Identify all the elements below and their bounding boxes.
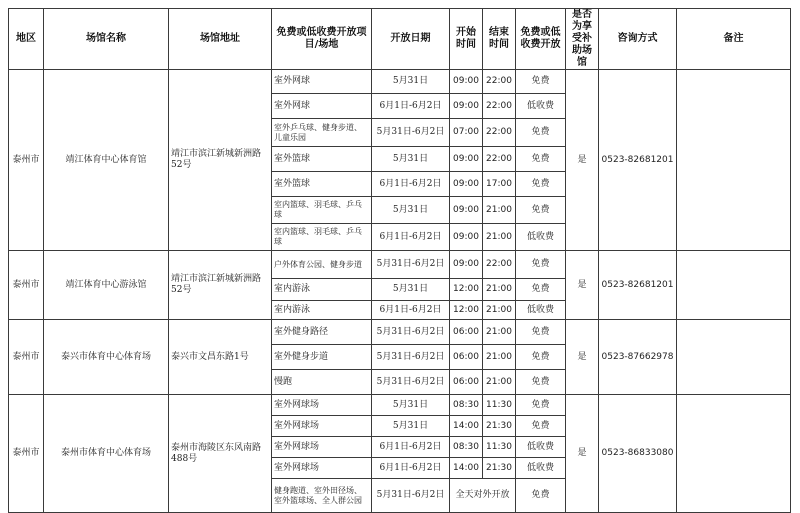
fee-cell: 低收费 [516, 301, 566, 320]
item-cell: 室外篮球 [272, 147, 372, 172]
address-cell: 泰兴市文昌东路1号 [169, 320, 272, 395]
subsidy-cell: 是 [566, 320, 599, 395]
header-date: 开放日期 [372, 9, 450, 70]
region-cell: 泰州市 [9, 320, 44, 395]
end-cell: 21:30 [483, 416, 516, 437]
end-cell: 22:00 [483, 70, 516, 94]
note-cell [677, 395, 791, 513]
start-cell: 09:00 [450, 94, 483, 119]
fee-cell: 免费 [516, 251, 566, 279]
fee-cell: 免费 [516, 416, 566, 437]
end-cell: 21:00 [483, 345, 516, 370]
date-cell: 5月31日-6月2日 [372, 370, 450, 395]
header-row [9, 9, 791, 70]
start-cell: 09:00 [450, 224, 483, 251]
fee-cell: 低收费 [516, 224, 566, 251]
end-cell: 21:00 [483, 301, 516, 320]
header-start: 开始时间 [450, 9, 483, 70]
start-cell: 09:00 [450, 251, 483, 279]
fee-cell: 免费 [516, 320, 566, 345]
end-cell: 22:00 [483, 119, 516, 147]
venue-name-cell: 靖江体育中心体育馆 [44, 70, 169, 251]
note-cell [677, 70, 791, 251]
date-cell: 6月1日-6月2日 [372, 224, 450, 251]
header-subsidy: 是否为享受补助场馆 [566, 9, 599, 70]
table-row [9, 395, 791, 416]
start-cell: 08:30 [450, 437, 483, 458]
item-cell: 室外健身步道 [272, 345, 372, 370]
fee-cell: 免费 [516, 147, 566, 172]
date-cell: 5月31日 [372, 70, 450, 94]
start-cell: 12:00 [450, 279, 483, 301]
date-cell: 5月31日-6月2日 [372, 479, 450, 513]
table-row [9, 251, 791, 279]
date-cell: 5月31日-6月2日 [372, 320, 450, 345]
start-cell: 09:00 [450, 197, 483, 224]
venue-name-cell: 泰州市体育中心体育场 [44, 395, 169, 513]
item-cell: 室外网球 [272, 94, 372, 119]
header-address: 场馆地址 [169, 9, 272, 70]
end-cell: 21:30 [483, 458, 516, 479]
end-cell: 11:30 [483, 437, 516, 458]
header-fee: 免费或低收费开放 [516, 9, 566, 70]
fee-cell: 免费 [516, 119, 566, 147]
start-cell: 06:00 [450, 370, 483, 395]
end-cell: 22:00 [483, 94, 516, 119]
phone-cell: 0523-82681201 [599, 70, 677, 251]
start-cell: 06:00 [450, 320, 483, 345]
date-cell: 6月1日-6月2日 [372, 458, 450, 479]
fee-cell: 低收费 [516, 458, 566, 479]
region-cell: 泰州市 [9, 251, 44, 320]
date-cell: 5月31日 [372, 279, 450, 301]
date-cell: 5月31日 [372, 395, 450, 416]
date-cell: 5月31日-6月2日 [372, 119, 450, 147]
date-cell: 5月31日 [372, 147, 450, 172]
subsidy-cell: 是 [566, 395, 599, 513]
table-row [9, 320, 791, 345]
date-cell: 5月31日 [372, 416, 450, 437]
note-cell [677, 320, 791, 395]
start-cell: 09:00 [450, 172, 483, 197]
phone-cell: 0523-82681201 [599, 251, 677, 320]
start-cell: 06:00 [450, 345, 483, 370]
note-cell [677, 251, 791, 320]
item-cell: 室外网球场 [272, 416, 372, 437]
item-cell: 室内游泳 [272, 301, 372, 320]
date-cell: 6月1日-6月2日 [372, 94, 450, 119]
fee-cell: 免费 [516, 479, 566, 513]
date-cell: 5月31日-6月2日 [372, 345, 450, 370]
header-note: 备注 [677, 9, 791, 70]
end-cell: 21:00 [483, 197, 516, 224]
fee-cell: 低收费 [516, 94, 566, 119]
item-cell: 室外网球场 [272, 437, 372, 458]
date-cell: 6月1日-6月2日 [372, 301, 450, 320]
fee-cell: 免费 [516, 197, 566, 224]
header-items: 免费或低收费开放项目/场地 [272, 9, 372, 70]
venue-name-cell: 泰兴市体育中心体育场 [44, 320, 169, 395]
region-cell: 泰州市 [9, 395, 44, 513]
item-cell: 室外篮球 [272, 172, 372, 197]
header-name: 场馆名称 [44, 9, 169, 70]
venue-table [8, 8, 791, 513]
start-cell: 07:00 [450, 119, 483, 147]
fee-cell: 免费 [516, 395, 566, 416]
start-cell: 14:00 [450, 416, 483, 437]
fee-cell: 免费 [516, 279, 566, 301]
date-cell: 5月31日-6月2日 [372, 251, 450, 279]
end-cell: 21:00 [483, 279, 516, 301]
header-end: 结束时间 [483, 9, 516, 70]
fee-cell: 免费 [516, 70, 566, 94]
end-cell: 22:00 [483, 147, 516, 172]
open-all-day-cell: 全天对外开放 [450, 479, 516, 513]
phone-cell: 0523-87662978 [599, 320, 677, 395]
address-cell: 靖江市滨江新城新洲路52号 [169, 251, 272, 320]
item-cell: 户外体育公园、健身步道 [272, 251, 372, 279]
start-cell: 09:00 [450, 70, 483, 94]
address-cell: 靖江市滨江新城新洲路52号 [169, 70, 272, 251]
fee-cell: 免费 [516, 172, 566, 197]
item-cell: 室外网球 [272, 70, 372, 94]
item-cell: 室外网球场 [272, 458, 372, 479]
item-cell: 室外网球场 [272, 395, 372, 416]
date-cell: 6月1日-6月2日 [372, 172, 450, 197]
item-cell: 室内游泳 [272, 279, 372, 301]
fee-cell: 免费 [516, 370, 566, 395]
item-cell: 室内篮球、羽毛球、乒乓球 [272, 197, 372, 224]
phone-cell: 0523-86833080 [599, 395, 677, 513]
header-phone: 咨询方式 [599, 9, 677, 70]
end-cell: 21:00 [483, 320, 516, 345]
item-cell: 健身跑道、室外田径场、室外篮球场、全人群公园 [272, 479, 372, 513]
date-cell: 5月31日 [372, 197, 450, 224]
subsidy-cell: 是 [566, 251, 599, 320]
end-cell: 22:00 [483, 251, 516, 279]
subsidy-cell: 是 [566, 70, 599, 251]
table-row [9, 70, 791, 94]
fee-cell: 低收费 [516, 437, 566, 458]
end-cell: 17:00 [483, 172, 516, 197]
end-cell: 21:00 [483, 370, 516, 395]
start-cell: 08:30 [450, 395, 483, 416]
end-cell: 21:00 [483, 224, 516, 251]
start-cell: 09:00 [450, 147, 483, 172]
item-cell: 室外乒乓球、健身步道、儿童乐园 [272, 119, 372, 147]
date-cell: 6月1日-6月2日 [372, 437, 450, 458]
start-cell: 14:00 [450, 458, 483, 479]
item-cell: 室外健身路径 [272, 320, 372, 345]
start-cell: 12:00 [450, 301, 483, 320]
header-region: 地区 [9, 9, 44, 70]
item-cell: 室内篮球、羽毛球、乒乓球 [272, 224, 372, 251]
venue-name-cell: 靖江体育中心游泳馆 [44, 251, 169, 320]
end-cell: 11:30 [483, 395, 516, 416]
item-cell: 慢跑 [272, 370, 372, 395]
address-cell: 泰州市海陵区东风南路488号 [169, 395, 272, 513]
fee-cell: 免费 [516, 345, 566, 370]
region-cell: 泰州市 [9, 70, 44, 251]
